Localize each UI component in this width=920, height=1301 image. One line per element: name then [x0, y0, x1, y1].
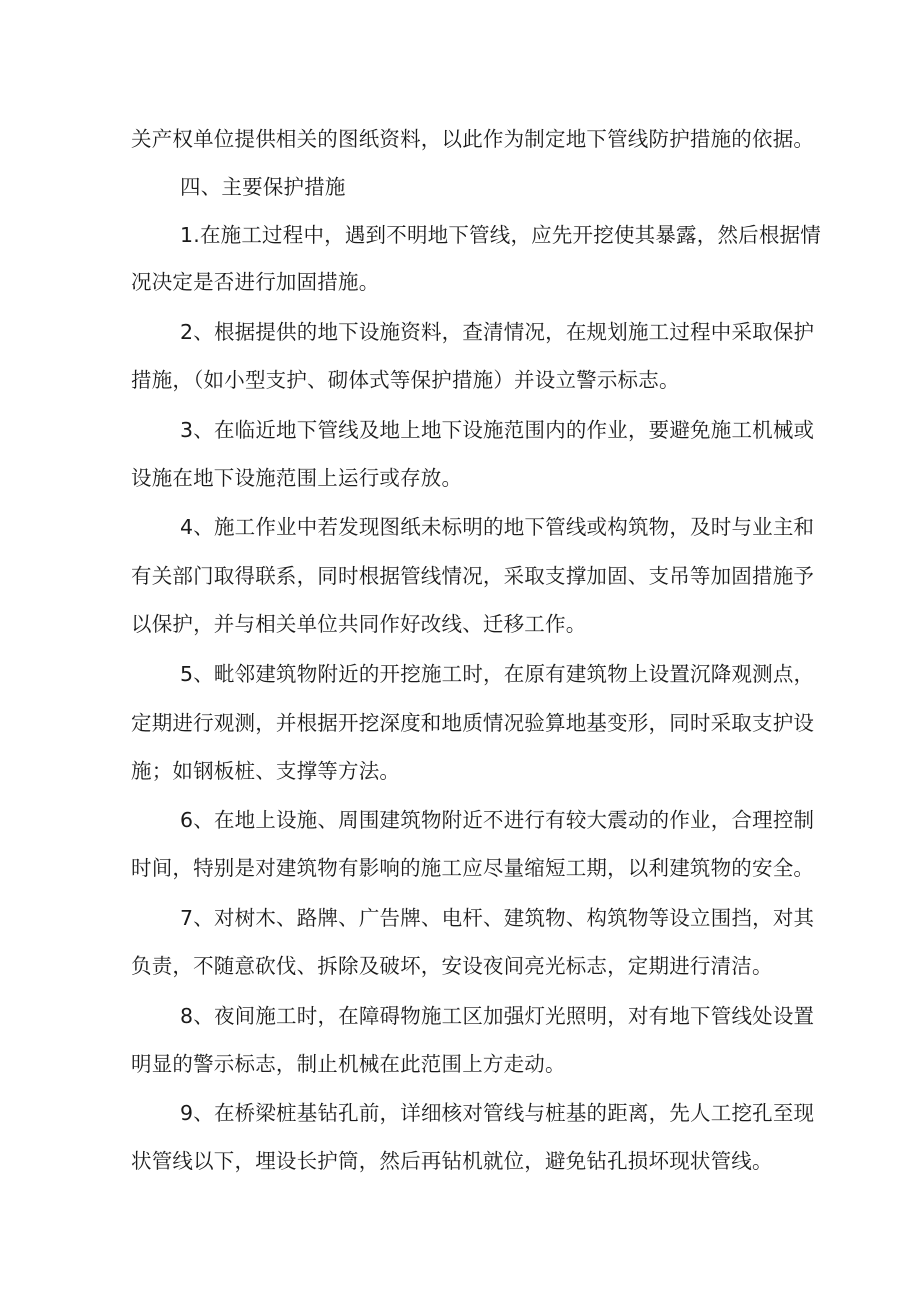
item-2-line-1: 2、根据提供的地下设施资料，查清情况，在规划施工过程中采取保护 [180, 320, 815, 344]
item-1-line-1: 1.在施工过程中，遇到不明地下管线，应先开挖使其暴露，然后根据情 [180, 223, 821, 247]
item-5-line-1: 5、毗邻建筑物附近的开挖施工时，在原有建筑物上设置沉降观测点， [180, 662, 815, 686]
item-9-line-2: 状管线以下，埋设长护筒，然后再钻机就位，避免钻孔损坏现状管线。 [131, 1149, 773, 1173]
item-4-line-1: 4、施工作业中若发现图纸未标明的地下管线或构筑物，及时与业主和 [180, 515, 815, 539]
item-7-line-2: 负责，不随意砍伐、拆除及破坏，安设夜间亮光标志，定期进行清洁。 [131, 954, 773, 978]
item-9-line-1: 9、在桥梁桩基钻孔前，详细核对管线与桩基的距离，先人工挖孔至现 [180, 1101, 815, 1125]
item-6-line-2: 时间，特别是对建筑物有影响的施工应尽量缩短工期，以利建筑物的安全。 [131, 856, 815, 880]
text-line-intro-end: 关产权单位提供相关的图纸资料，以此作为制定地下管线防护措施的依据。 [131, 127, 815, 151]
item-8-line-2: 明显的警示标志，制止机械在此范围上方走动。 [131, 1052, 566, 1076]
section-heading: 四、主要保护措施 [180, 175, 346, 199]
item-5-line-2: 定期进行观测，并根据开挖深度和地质情况验算地基变形，同时采取支护设 [131, 711, 815, 735]
item-5-line-3: 施；如钢板桩、支撑等方法。 [131, 759, 401, 783]
item-4-line-3: 以保护，并与相关单位共同作好改线、迁移工作。 [131, 612, 587, 636]
item-2-line-2: 措施，（如小型支护、砌体式等保护措施）并设立警示标志。 [131, 368, 680, 392]
item-3-line-2: 设施在地下设施范围上运行或存放。 [131, 466, 463, 490]
item-6-line-1: 6、在地上设施、周围建筑物附近不进行有较大震动的作业，合理控制 [180, 808, 815, 832]
item-1-line-2: 况决定是否进行加固措施。 [131, 270, 380, 294]
item-8-line-1: 8、夜间施工时，在障碍物施工区加强灯光照明，对有地下管线处设置 [180, 1004, 815, 1028]
item-7-line-1: 7、对树木、路牌、广告牌、电杆、建筑物、构筑物等设立围挡，对其 [180, 906, 815, 930]
item-4-line-2: 有关部门取得联系，同时根据管线情况，采取支撑加固、支吊等加固措施予 [131, 564, 815, 588]
item-3-line-1: 3、在临近地下管线及地上地下设施范围内的作业，要避免施工机械或 [180, 418, 815, 442]
